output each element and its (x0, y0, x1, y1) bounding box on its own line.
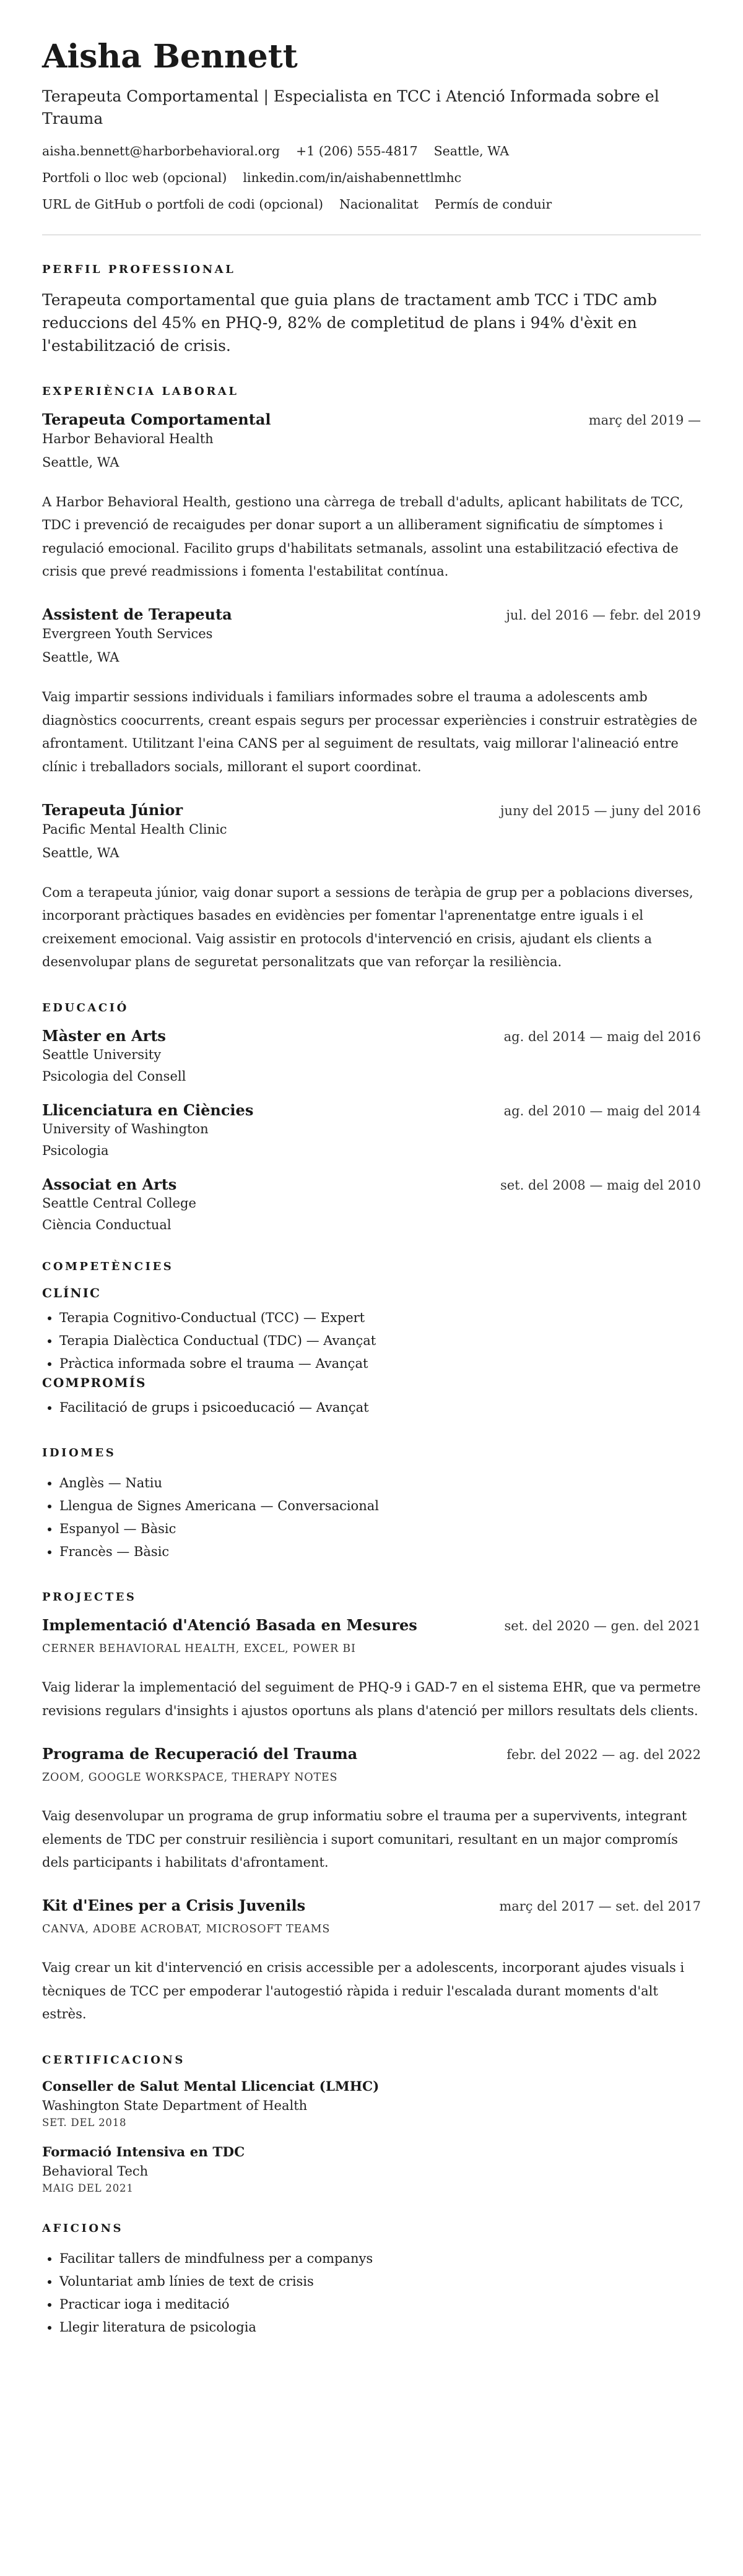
language-item: • Llengua de Signes Americana — Conversacional (59, 1495, 701, 1518)
nationality-text: Nacionalitat (339, 197, 419, 212)
contact-line-1 (42, 140, 701, 163)
candidate-name: Aisha Bennett (42, 38, 298, 76)
hobby-list (42, 2247, 701, 2338)
job-description: Com a terapeuta júnior, vaig donar suport a sessions de teràpia de grup per a poblacions diverses, incorporant pràctiques basades en evidències per fomentar l'aprenentatge entre iguals i el creixement emocional. Vaig assistir en protocols d'intervenció en crisis, ajudant els clients a desenvolupar plans de seguretat personalitzats que van reforçar la resiliència. (42, 884, 693, 970)
skill-category: CLÍNIC (42, 1286, 101, 1301)
job-title: Terapeuta Comportamental (42, 410, 271, 428)
hobby-item: • Facilitar tallers de mindfulness per a companys (59, 2247, 701, 2270)
school-name: University of Washington (42, 1122, 209, 1137)
certification-name: Formació Intensiva en TDC (42, 2145, 245, 2161)
degree-title: Llicenciatura en Ciències (42, 1101, 254, 1120)
degree-title: Associat en Arts (42, 1175, 177, 1194)
project-title: Programa de Recuperació del Trauma (42, 1745, 358, 1763)
project-title: Implementació d'Atenció Basada en Mesures (42, 1616, 417, 1635)
skill-item: • Pràctica informada sobre el trauma — Avançat (59, 1352, 701, 1375)
job-description: Vaig impartir sessions individuals i familiars informades sobre el trauma a adolescents amb diagnòstics coocurrents, creant espais segurs per processar experiències i construir estratègies de afrontament. Utilitzant l'eina CANS per al seguiment de resultats, vaig millorar l'alineació entre clínic i treballadors socials, millorant el suport coordinat. (42, 689, 698, 774)
linkedin-link[interactable]: linkedin.com/in/aishabennettlmhc (243, 170, 462, 186)
skill-category: COMPROMÍS (42, 1375, 147, 1390)
project-dates: març del 2017 — set. del 2017 (499, 1899, 701, 1914)
field-of-study: Ciència Conductual (42, 1217, 172, 1233)
project-title: Kit d'Eines per a Crisis Juvenils (42, 1896, 306, 1915)
job-employer: Harbor Behavioral Health (42, 431, 214, 446)
email-link[interactable]: aisha.bennett@harborbehavioral.org (42, 144, 280, 159)
education-dates: ag. del 2014 — maig del 2016 (503, 1029, 701, 1045)
project-tools: CANVA, ADOBE ACROBAT, MICROSOFT TEAMS (42, 1923, 331, 1936)
language-item: • Francès — Bàsic (59, 1541, 701, 1563)
project-description: Vaig desenvolupar un programa de grup informatiu sobre el trauma per a supervivents, integrant elements de TDC per construir resiliència i suport comunitari, resultant en un major compromís dels participants i habilitats d'afrontament. (42, 1809, 687, 1870)
skill-list (42, 1396, 701, 1419)
skill-item: • Terapia Cognitivo-Conductual (TCC) — Expert (59, 1307, 701, 1329)
hobby-item: • Llegir literatura de psicologia (59, 2316, 701, 2339)
certification-entry (42, 2079, 701, 2129)
certification-issuer: Washington State Department of Health (42, 2098, 308, 2114)
section-title-profile: PERFIL PROFESSIONAL (42, 262, 236, 276)
job-dates: juny del 2015 — juny del 2016 (500, 803, 701, 818)
job-title: Terapeuta Júnior (42, 800, 183, 819)
job-dates: jul. del 2016 — febr. del 2019 (506, 608, 701, 623)
language-item: • Anglès — Natiu (59, 1472, 701, 1495)
job-employer: Pacific Mental Health Clinic (42, 821, 227, 837)
certification-date: MAIG DEL 2021 (42, 2182, 134, 2195)
field-of-study: Psicologia del Consell (42, 1069, 186, 1084)
project-dates: febr. del 2022 — ag. del 2022 (506, 1747, 701, 1763)
hobby-item: • Voluntariat amb línies de text de crisis (59, 2270, 701, 2293)
job-title: Assistent de Terapeuta (42, 605, 232, 624)
skill-item: • Facilitació de grups i psicoeducació — Avançat (59, 1396, 701, 1419)
degree-title: Màster en Arts (42, 1027, 166, 1045)
section-title-education: EDUCACIÓ (42, 1001, 129, 1015)
education-entry (42, 1175, 701, 1232)
job-entry (42, 605, 701, 779)
job-location: Seattle, WA (42, 845, 119, 860)
field-of-study: Psicologia (42, 1143, 109, 1159)
project-tools: CERNER BEHAVIORAL HEALTH, EXCEL, POWER BI (42, 1643, 356, 1656)
location-text: Seattle, WA (433, 144, 510, 159)
skill-list (42, 1307, 701, 1375)
project-dates: set. del 2020 — gen. del 2021 (504, 1619, 701, 1634)
project-description: Vaig liderar la implementació del seguiment de PHQ-9 i GAD-7 en el sistema EHR, que va permetre revisions regulars d'insights i ajustos oportuns als plans d'atenció per millors resultats dels clients. (42, 1680, 701, 1718)
section-title-projects: PROJECTES (42, 1591, 137, 1604)
headline: Terapeuta Comportamental | Especialista en TCC i Atenció Informada sobre el Trauma (42, 87, 659, 128)
project-entry (42, 1745, 701, 1874)
job-location: Seattle, WA (42, 454, 119, 470)
job-entry (42, 410, 701, 584)
language-list (42, 1472, 701, 1563)
job-location: Seattle, WA (42, 650, 119, 665)
section-title-languages: IDIOMES (42, 1446, 116, 1460)
portfolio-link[interactable]: Portfoli o lloc web (opcional) (42, 170, 227, 186)
job-entry (42, 801, 701, 974)
job-dates: març del 2019 — (588, 412, 701, 428)
job-employer: Evergreen Youth Services (42, 626, 213, 642)
phone-text: +1 (206) 555-4817 (296, 144, 418, 159)
section-title-hobbies: AFICIONS (42, 2222, 124, 2236)
contact-line-2 (42, 166, 701, 189)
certification-name: Conseller de Salut Mental Llicenciat (LMHC) (42, 2079, 380, 2095)
license-text: Permís de conduir (434, 197, 552, 212)
project-tools: ZOOM, GOOGLE WORKSPACE, THERAPY NOTES (42, 1771, 338, 1784)
school-name: Seattle University (42, 1047, 162, 1063)
certification-entry (42, 2145, 701, 2194)
project-entry (42, 1896, 701, 2026)
job-description: A Harbor Behavioral Health, gestiono una càrrega de treball d'adults, aplicant habilitats de TCC, TDC i prevenció de recaigudes per donar suport a un alliberament significatiu de símptomes i regulació emocional. Facilito grups d'habilitats setmanals, assolint una estabilització efectiva de crisis que prevé readmissions i fomenta l'estabilitat contínua. (42, 494, 684, 579)
education-entry (42, 1101, 701, 1158)
project-description: Vaig crear un kit d'intervenció en crisis accessible per a adolescents, incorporant ajudes visuals i tècniques de TCC per empoderar l'autogestió ràpida i reduir l'escalada durant moments d'alt estrès. (42, 1960, 685, 2022)
education-entry (42, 1027, 701, 1084)
education-dates: set. del 2008 — maig del 2010 (500, 1178, 701, 1193)
school-name: Seattle Central College (42, 1196, 196, 1211)
certification-issuer: Behavioral Tech (42, 2164, 149, 2179)
profile-summary: Terapeuta comportamental que guia plans de tractament amb TCC i TDC amb reduccions del 45% en PHQ-9, 82% de completitud de plans i 94% d'èxit en l'estabilització de crisis. (42, 290, 657, 355)
contact-line-3 (42, 193, 701, 216)
section-title-certifications: CERTIFICACIONS (42, 2054, 185, 2067)
section-title-skills: COMPETÈNCIES (42, 1260, 174, 1274)
language-item: • Espanyol — Bàsic (59, 1518, 701, 1541)
hobby-item: • Practicar ioga i meditació (59, 2293, 701, 2316)
project-entry (42, 1616, 701, 1722)
skill-item: • Terapia Dialèctica Conductual (TDC) — Avançat (59, 1329, 701, 1352)
github-link[interactable]: URL de GitHub o portfoli de codi (opcional) (42, 197, 324, 212)
certification-date: SET. DEL 2018 (42, 2117, 127, 2129)
section-title-experience: EXPERIÈNCIA LABORAL (42, 384, 239, 398)
education-dates: ag. del 2010 — maig del 2014 (503, 1104, 701, 1119)
